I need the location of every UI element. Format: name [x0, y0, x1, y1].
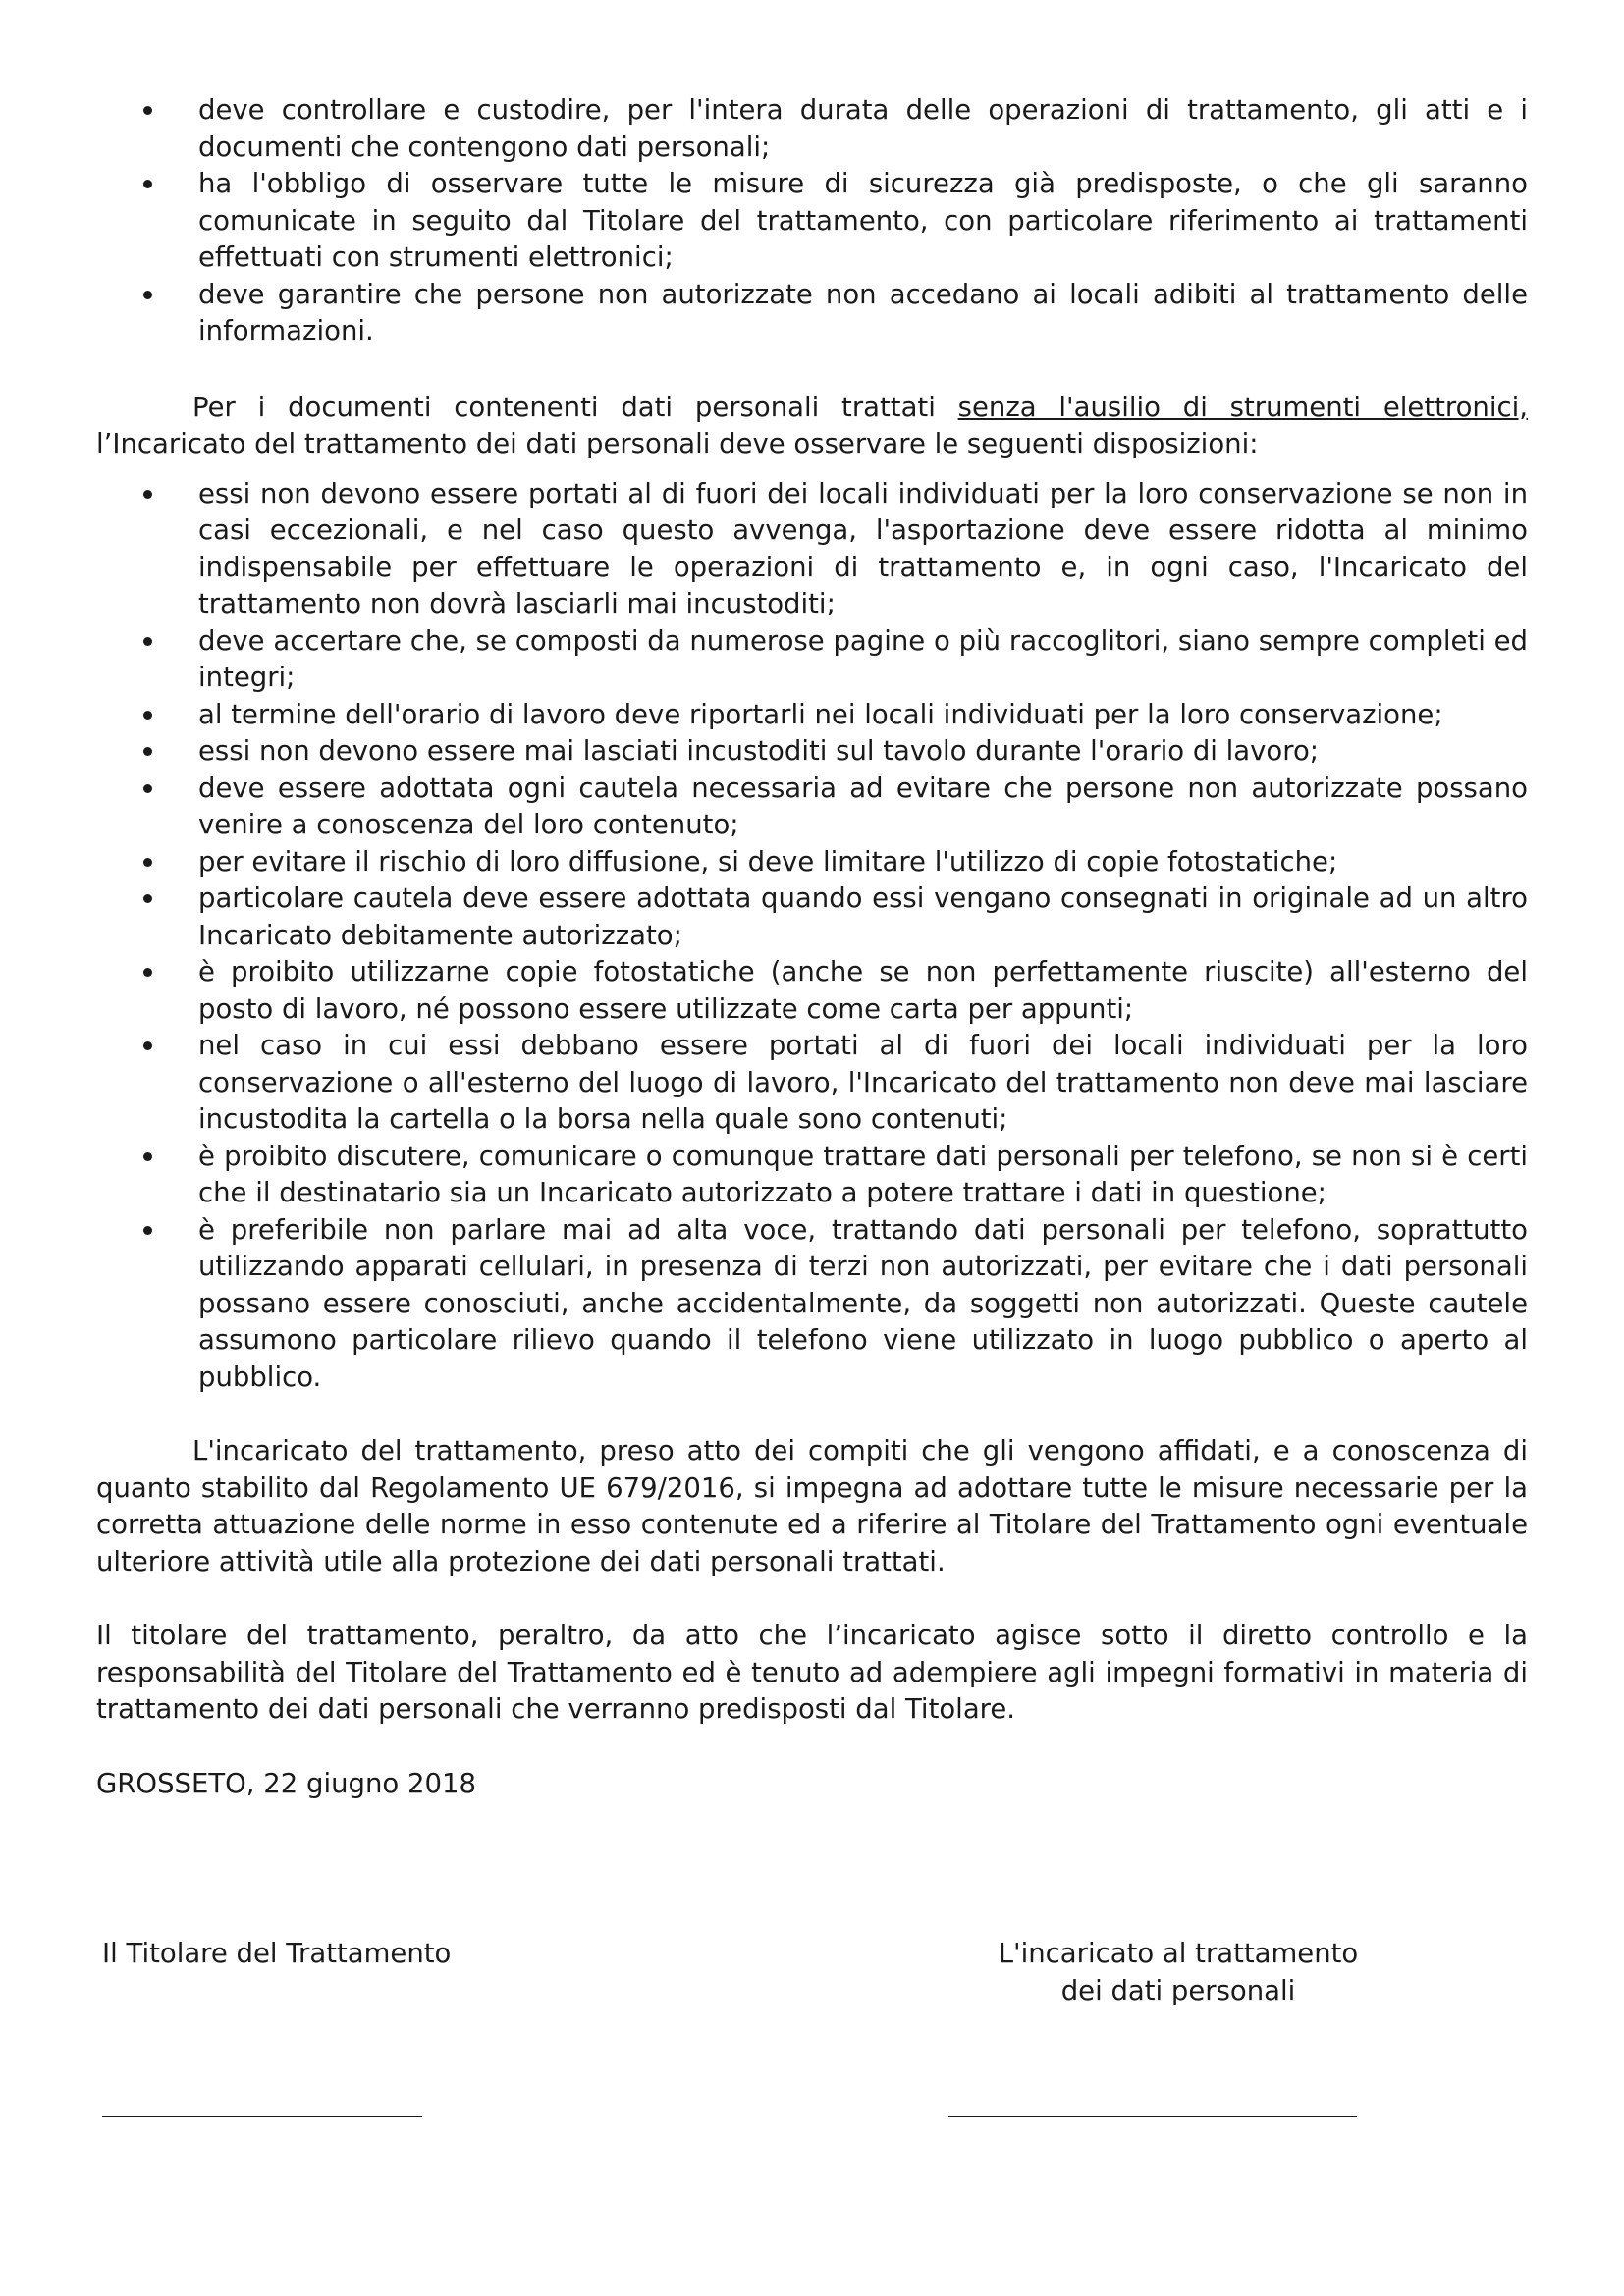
bullet-icon [143, 858, 152, 867]
list-item [96, 1139, 1528, 1212]
bullet-icon [143, 968, 152, 977]
bullet-icon [143, 1226, 152, 1235]
list-item [96, 881, 1528, 954]
list-item [96, 771, 1528, 844]
list-item [96, 623, 1528, 697]
list-item-text: essi non devono essere mai lasciati incustoditi sul tavolo durante l'orario di lavoro; [198, 735, 1320, 767]
intro-paragraph [96, 390, 1528, 463]
titolare-signature-line [102, 2116, 422, 2117]
list-item-text: nel caso in cui essi debbano essere portati al di fuori dei locali individuati per la loro conservazione o all'esterno del luogo di lavoro, l'Incaricato del trattamento non deve mai lasciare incustodita la cartella o la borsa nella quale sono contenuti; [198, 1030, 1528, 1135]
list-item [96, 954, 1528, 1028]
incaricato-label-line-1: L'incaricato al trattamento [998, 1938, 1359, 1969]
list-item [96, 697, 1528, 734]
document-body [96, 92, 1528, 1802]
list-item-text: essi non devono essere portati al di fuori dei locali individuati per la loro conservazione se non in casi eccezionali, e nel caso questo avvenga, l'asportazione deve essere ridotta al minimo indispensabile per effettuare le operazioni di trattamento e, in ogni caso, l'Incaricato del trattamento non dovrà lasciarli mai incustoditi; [198, 477, 1528, 619]
bullet-icon [143, 711, 152, 720]
titolare-paragraph: Il titolare del trattamento, peraltro, da atto che l’incaricato agisce sotto il diretto controllo e la responsabilità del Titolare del Trattamento ed è tenuto ad adempiere agli impegni formativi in materia di trattamento dei dati personali che verranno predisposti dal Titolare. [96, 1620, 1528, 1725]
list-item [96, 92, 1528, 166]
list-item-text: ha l'obbligo di osservare tutte le misure di sicurezza già predisposte, o che gli saranno comunicate in seguito dal Titolare del trattamento, con particolare riferimento ai trattamenti effettuati con strumenti elettronici; [198, 168, 1528, 273]
list-item [96, 733, 1528, 771]
bullet-icon [143, 637, 152, 646]
list-item-text: deve controllare e custodire, per l'intera durata delle operazioni di trattamento, gli atti e i documenti che contengono dati personali; [198, 94, 1528, 163]
incaricato-label-line-2: dei dati personali [1060, 1974, 1296, 2006]
list-item-text: è proibito discutere, comunicare o comunque trattare dati personali per telefono, se non si è certi che il destinatario sia un Incaricato autorizzato a potere trattare i dati in questione; [198, 1140, 1528, 1208]
bullet-icon [143, 1152, 152, 1161]
list-item-text: deve accertare che, se composti da numerose pagine o più raccoglitori, siano sempre completi ed integri; [198, 624, 1528, 693]
top-obligations-list [96, 92, 1528, 350]
commitment-paragraph: L'incaricato del trattamento, preso atto dei compiti che gli vengono affidati, e a conoscenza di quanto stabilito dal Regolamento UE 679/2016, si impegna ad adottare tutte le misure necessarie per la corretta attuazione delle norme in esso contenute ed a riferire al Titolare del Trattamento ogni eventuale ulteriore attività utile alla protezione dei dati personali trattati. [96, 1435, 1528, 1577]
list-item [96, 844, 1528, 881]
bullet-icon [143, 747, 152, 756]
list-item-text: per evitare il rischio di loro diffusione, si deve limitare l'utilizzo di copie fotostatiche; [198, 845, 1338, 878]
incaricato-signature-line [948, 2116, 1357, 2117]
intro-text-before: Per i documenti contenenti dati personali trattati [192, 391, 958, 423]
list-item [96, 1212, 1528, 1397]
bullet-icon [143, 784, 152, 793]
list-item-text: è preferibile non parlare mai ad alta voce, trattando dati personali per telefono, soprattutto utilizzando apparati cellulari, in presenza di terzi non autorizzati, per evitare che i dati personali possano essere conosciuti, anche accidentalmente, da soggetti non autorizzati. Queste cautele assumono particolare rilievo quando il telefono viene utilizzato in luogo pubblico o aperto al pubblico. [198, 1213, 1528, 1393]
list-item-text: particolare cautela deve essere adottata quando essi vengano consegnati in originale ad un altro Incaricato debitamente autorizzato; [198, 882, 1528, 951]
list-item [96, 166, 1528, 277]
bullet-icon [143, 1041, 152, 1050]
bullet-icon [143, 894, 152, 903]
bullet-icon [143, 180, 152, 188]
bullet-icon [143, 490, 152, 499]
list-item [96, 277, 1528, 350]
list-item-text: è proibito utilizzarne copie fotostatiche (anche se non perfettamente riuscite) all'esterno del posto di lavoro, né possono essere utilizzate come carta per appunti; [198, 956, 1528, 1025]
paper-documents-rules-list [96, 476, 1528, 1397]
intro-underlined-text: senza l'ausilio di strumenti elettronici, [957, 391, 1528, 423]
list-item-text: deve garantire che persone non autorizzate non accedano ai locali adibiti al trattamento delle informazioni. [198, 278, 1528, 347]
list-item [96, 476, 1528, 623]
list-item-text: deve essere adottata ogni cautela necessaria ad evitare che persone non autorizzate possano venire a conoscenza del loro contenuto; [198, 772, 1528, 840]
list-item [96, 1028, 1528, 1139]
titolare-signature-label: Il Titolare del Trattamento [102, 1938, 452, 1969]
bullet-icon [143, 291, 152, 299]
place-date: GROSSETO, 22 giugno 2018 [96, 1767, 476, 1799]
list-item-text: al termine dell'orario di lavoro deve riportarli nei locali individuati per la loro conservazione; [198, 698, 1443, 730]
intro-text-after: l’Incaricato del trattamento dei dati personali deve osservare le seguenti disposizioni: [96, 428, 1259, 459]
bullet-icon [143, 106, 152, 115]
incaricato-signature-label [982, 1936, 1375, 2009]
